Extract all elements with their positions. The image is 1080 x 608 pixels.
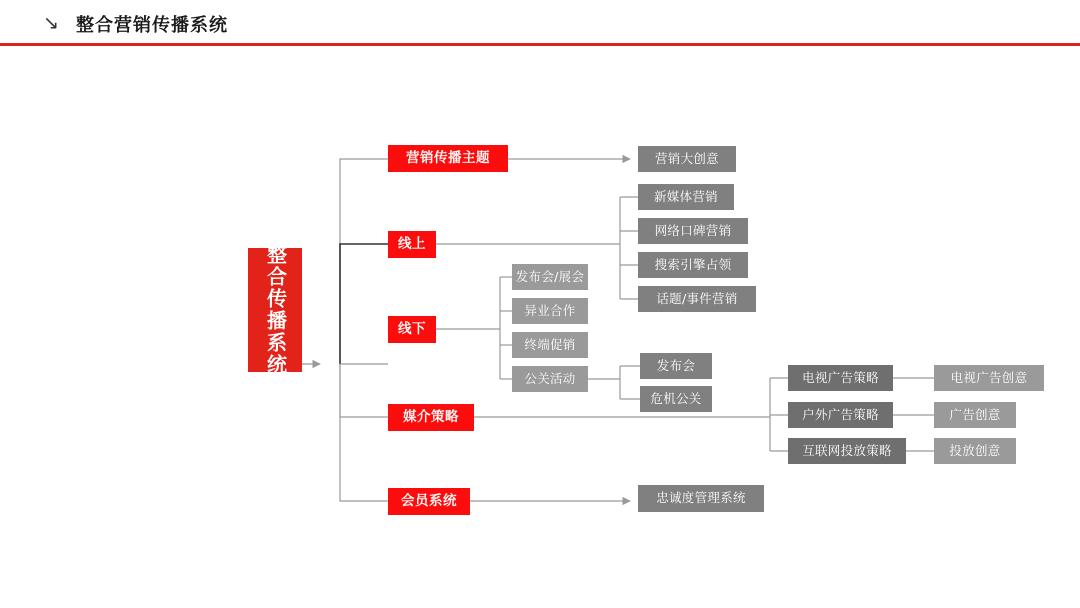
diagram-connectors [0,44,1080,608]
leaf-node-word-of-mouth[interactable]: 网络口碑营销 [638,218,748,244]
branch-node-marketing-theme[interactable]: 营销传播主题 [388,145,508,172]
branch-node-online[interactable]: 线上 [388,231,436,258]
root-node[interactable]: 整合传播系统 [248,248,302,372]
leaf-node-topic-event[interactable]: 话题/事件营销 [638,286,756,312]
page-title: 整合营销传播系统 [76,15,228,36]
leaf-node-crisis-pr[interactable]: 危机公关 [640,386,712,412]
leaf-node-outdoor-ad-strategy[interactable]: 户外广告策略 [788,402,893,428]
leaf-node-terminal-promo[interactable]: 终端促销 [512,332,588,358]
branch-node-offline[interactable]: 线下 [388,316,436,343]
leaf-node-placement-creative[interactable]: 投放创意 [934,438,1016,464]
leaf-node-internet-ad-strategy[interactable]: 互联网投放策略 [788,438,906,464]
leaf-node-pr-activity[interactable]: 公关活动 [512,366,588,392]
leaf-node-tv-ad-creative[interactable]: 电视广告创意 [934,365,1044,391]
leaf-node-ad-creative[interactable]: 广告创意 [934,402,1016,428]
slide-header [0,0,1080,44]
leaf-node-press-expo[interactable]: 发布会/展会 [512,264,588,290]
leaf-node-cross-industry[interactable]: 异业合作 [512,298,588,324]
pencil-mark-icon: ↘ [43,12,59,34]
leaf-node-new-media[interactable]: 新媒体营销 [638,184,734,210]
branch-node-membership[interactable]: 会员系统 [388,488,470,515]
leaf-node-press-conference[interactable]: 发布会 [640,353,712,379]
branch-node-media-strategy[interactable]: 媒介策略 [388,404,474,431]
leaf-node-seo[interactable]: 搜索引擎占领 [638,252,748,278]
leaf-node-loyalty-system[interactable]: 忠诚度管理系统 [638,485,764,512]
leaf-node-big-idea[interactable]: 营销大创意 [638,146,736,172]
leaf-node-tv-ad-strategy[interactable]: 电视广告策略 [788,365,893,391]
diagram-canvas [0,44,1080,608]
